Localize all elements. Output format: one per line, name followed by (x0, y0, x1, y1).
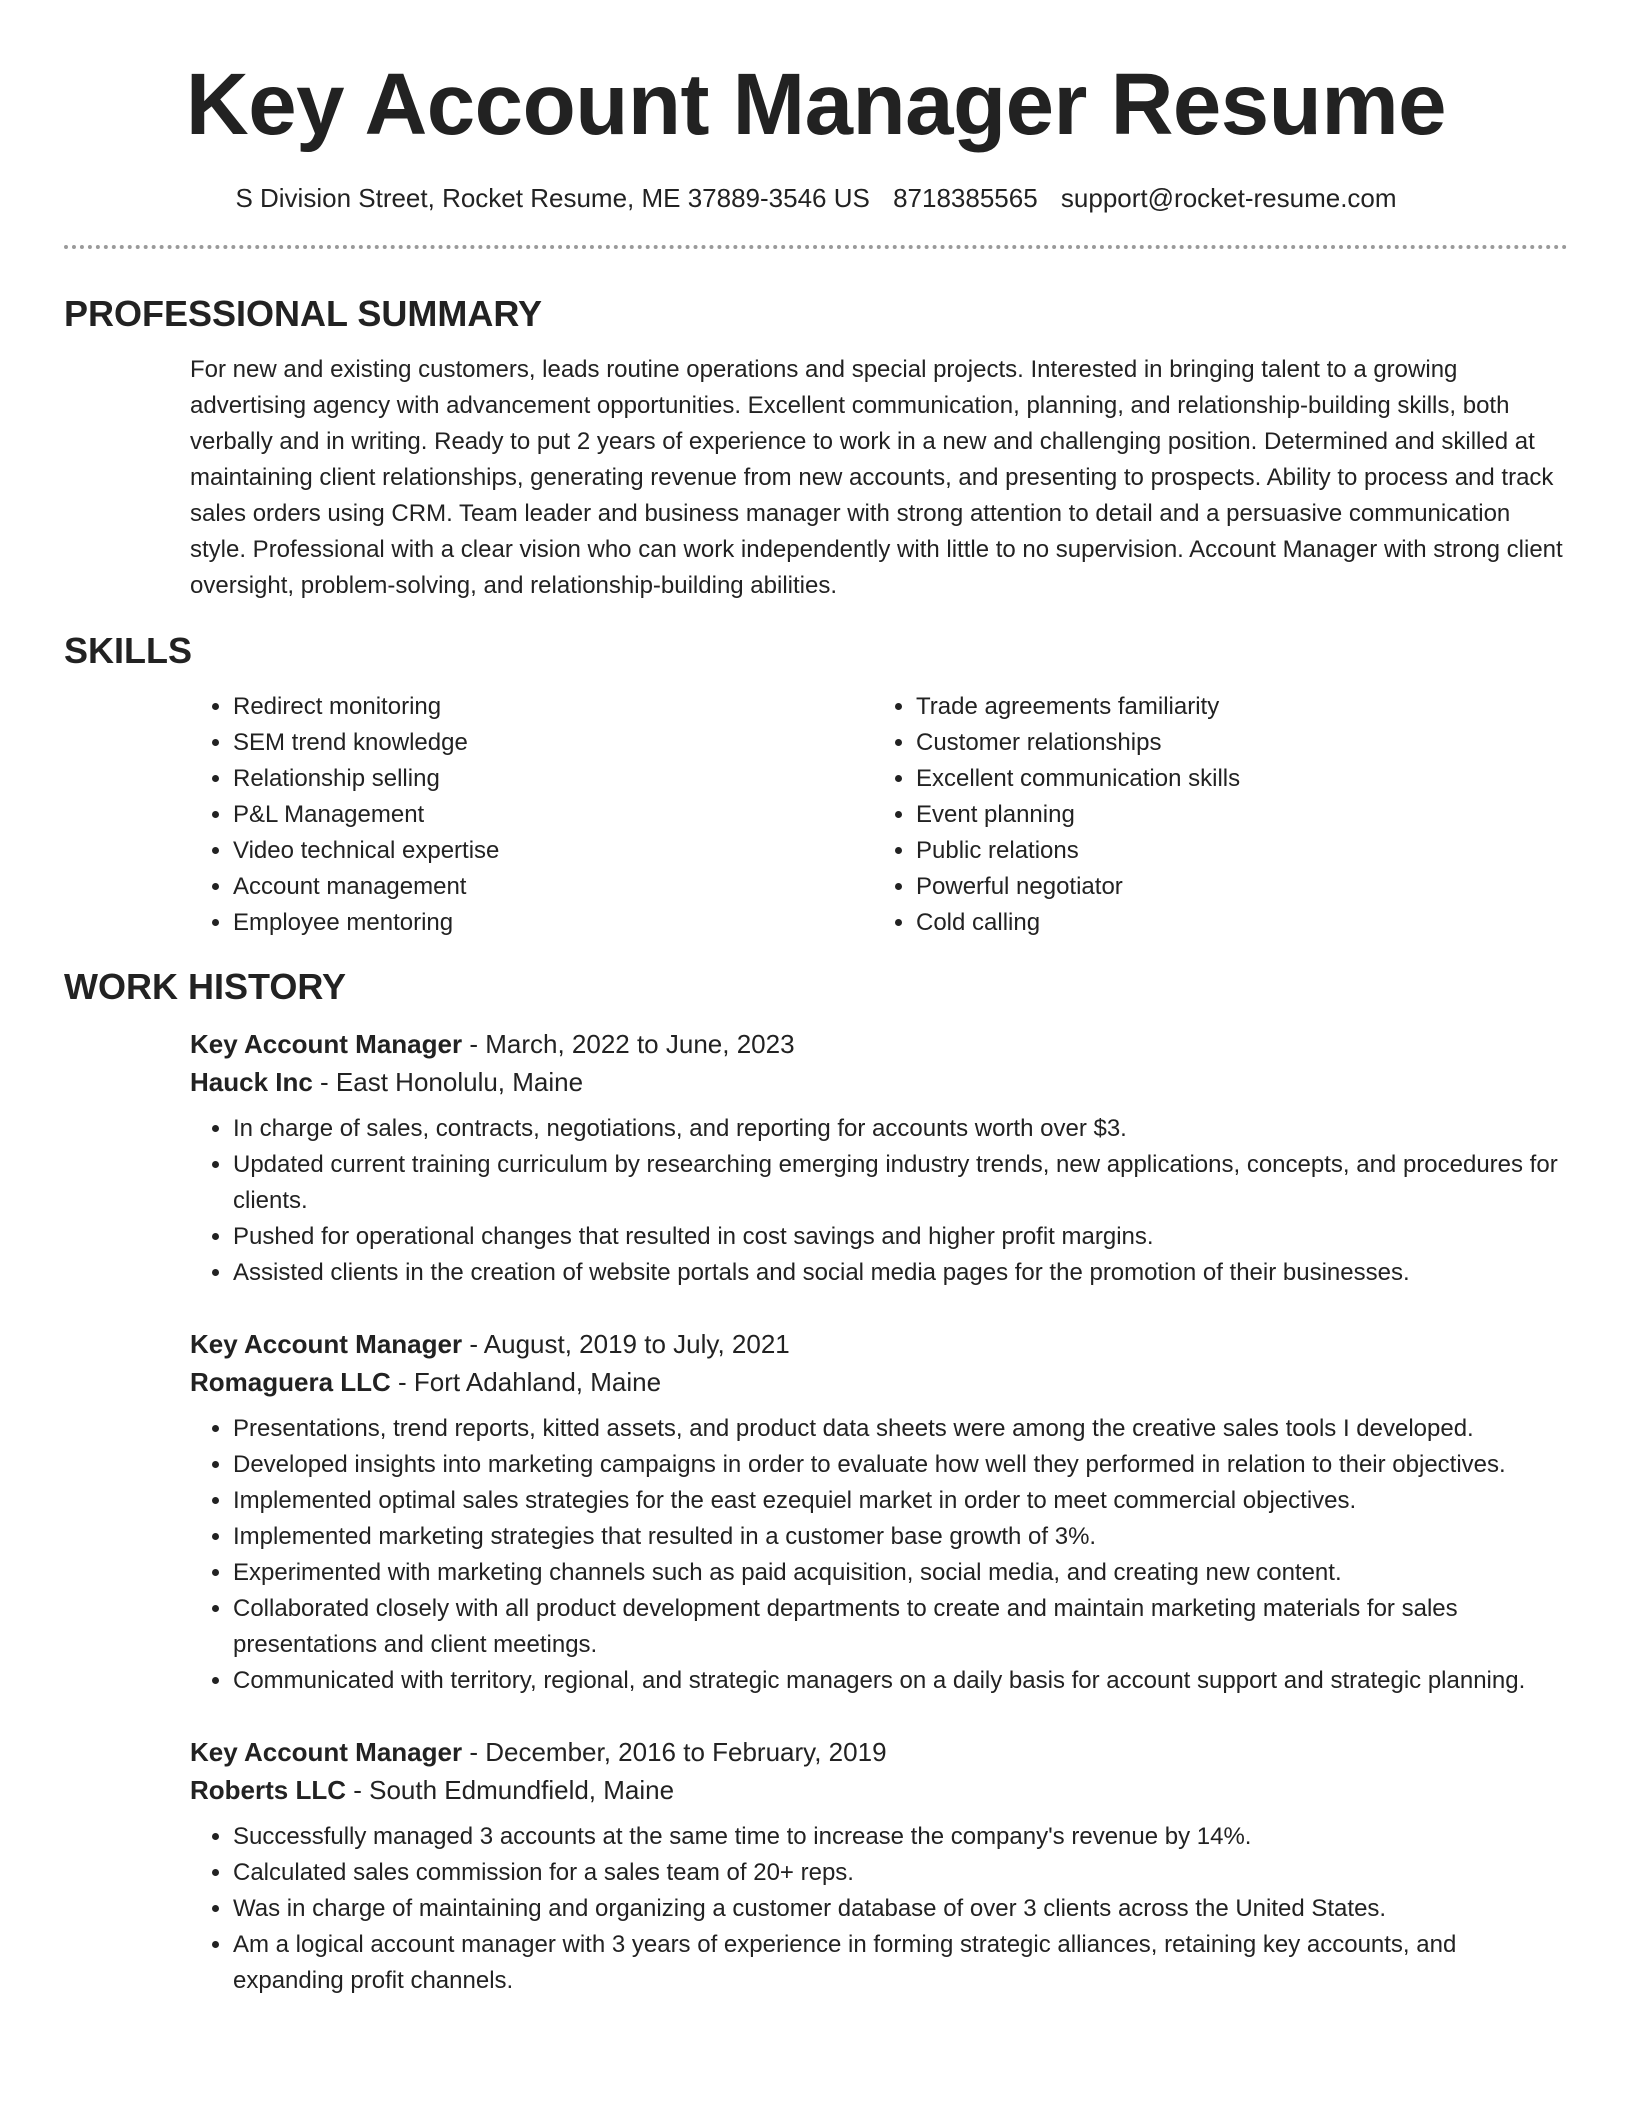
skills-column-left (190, 689, 873, 941)
skill-item: • Relationship selling (233, 761, 873, 797)
job-entry (190, 1025, 1568, 1291)
job-location: - South Edmundfield, Maine (346, 1775, 675, 1805)
job-location: - East Honolulu, Maine (312, 1067, 584, 1097)
contact-address: S Division Street, Rocket Resume, ME 37889-3546 US (235, 183, 870, 213)
job-bullet: • Was in charge of maintaining and organizing a customer database of over 3 clients across the United States. (233, 1891, 1568, 1927)
skill-item: • Redirect monitoring (233, 689, 873, 725)
skill-item: • SEM trend knowledge (233, 725, 873, 761)
job-bullet: • Successfully managed 3 accounts at the same time to increase the company's revenue by 14%. (233, 1819, 1568, 1855)
job-bullet: • Pushed for operational changes that resulted in cost savings and higher profit margins. (233, 1219, 1568, 1255)
job-company: Roberts LLC (190, 1775, 346, 1805)
skill-item: • Customer relationships (916, 725, 1556, 761)
job-bullet: • Implemented marketing strategies that resulted in a customer base growth of 3%. (233, 1519, 1568, 1555)
skill-item: • Account management (233, 869, 873, 905)
job-company-line (190, 1363, 1568, 1401)
job-bullet: • Implemented optimal sales strategies for the east ezequiel market in order to meet commercial objectives. (233, 1483, 1568, 1519)
job-company: Romaguera LLC (190, 1367, 391, 1397)
job-company: Hauck Inc (190, 1067, 313, 1097)
summary-text: For new and existing customers, leads routine operations and special projects. Interested in bringing talent to a growing advertising agency with advancement opportunities. Excellent communication, planning, and relationship-building skills, both verbally and in writing. Ready to put 2 years of experience to work in a new and challenging position. Determined and skilled at maintaining client relationships, generating revenue from new accounts, and presenting to prospects. Ability to process and track sales orders using CRM. Team leader and business manager with strong attention to detail and a persuasive communication style. Professional with a clear vision who can work independently with little to no supervision. Account Manager with strong client oversight, problem-solving, and relationship-building abilities. (190, 356, 1563, 599)
skill-item: • Cold calling (916, 905, 1556, 941)
skills-heading: SKILLS (64, 630, 193, 671)
skill-item: • Public relations (916, 833, 1556, 869)
skill-item: • Trade agreements familiarity (916, 689, 1556, 725)
skill-item: • Employee mentoring (233, 905, 873, 941)
job-bullet: • Assisted clients in the creation of website portals and social media pages for the promotion of their businesses. (233, 1255, 1568, 1291)
skill-item: • Excellent communication skills (916, 761, 1556, 797)
job-bullets (190, 1111, 1568, 1291)
job-title: Key Account Manager (190, 1329, 463, 1359)
job-title-line (190, 1025, 1568, 1063)
job-bullet: • Am a logical account manager with 3 years of experience in forming strategic alliances, retaining key accounts, and expanding profit channels. (233, 1927, 1568, 1999)
job-bullet: • Calculated sales commission for a sales team of 20+ reps. (233, 1855, 1568, 1891)
job-title: Key Account Manager (190, 1029, 463, 1059)
skills-column-right (873, 689, 1556, 941)
summary-heading: PROFESSIONAL SUMMARY (64, 293, 543, 334)
job-dates: - August, 2019 to July, 2021 (462, 1329, 790, 1359)
job-title-line (190, 1733, 1568, 1771)
job-bullets (190, 1411, 1568, 1699)
job-bullets (190, 1819, 1568, 1999)
work-history-heading: WORK HISTORY (64, 966, 347, 1007)
skill-item: • Powerful negotiator (916, 869, 1556, 905)
contact-line (0, 181, 1632, 215)
job-dates: - March, 2022 to June, 2023 (462, 1029, 795, 1059)
skills-list (190, 689, 1568, 941)
skill-item: • Video technical expertise (233, 833, 873, 869)
job-company-line (190, 1771, 1568, 1809)
job-entry (190, 1325, 1568, 1699)
job-bullet: • Developed insights into marketing campaigns in order to evaluate how well they performed in relation to their objectives. (233, 1447, 1568, 1483)
job-title: Key Account Manager (190, 1737, 463, 1767)
skill-item: • Event planning (916, 797, 1556, 833)
job-bullet: • In charge of sales, contracts, negotiations, and reporting for accounts worth over $3. (233, 1111, 1568, 1147)
job-entry (190, 1733, 1568, 1999)
job-dates: - December, 2016 to February, 2019 (462, 1737, 887, 1767)
resume-title: Key Account Manager Resume (185, 56, 1447, 153)
header-divider (64, 245, 1568, 249)
job-bullet: • Updated current training curriculum by researching emerging industry trends, new applications, concepts, and procedures for clients. (233, 1147, 1568, 1219)
job-company-line (190, 1063, 1568, 1101)
job-bullet: • Experimented with marketing channels such as paid acquisition, social media, and creating new content. (233, 1555, 1568, 1591)
contact-phone: 8718385565 (893, 183, 1038, 213)
job-title-line (190, 1325, 1568, 1363)
job-bullet: • Communicated with territory, regional, and strategic managers on a daily basis for account support and strategic planning. (233, 1663, 1568, 1699)
skill-item: • P&L Management (233, 797, 873, 833)
job-location: - Fort Adahland, Maine (390, 1367, 662, 1397)
job-bullet: • Collaborated closely with all product development departments to create and maintain marketing materials for sales presentations and client meetings. (233, 1591, 1568, 1663)
contact-email[interactable]: support@rocket-resume.com (1060, 183, 1397, 213)
job-bullet: • Presentations, trend reports, kitted assets, and product data sheets were among the creative sales tools I developed. (233, 1411, 1568, 1447)
